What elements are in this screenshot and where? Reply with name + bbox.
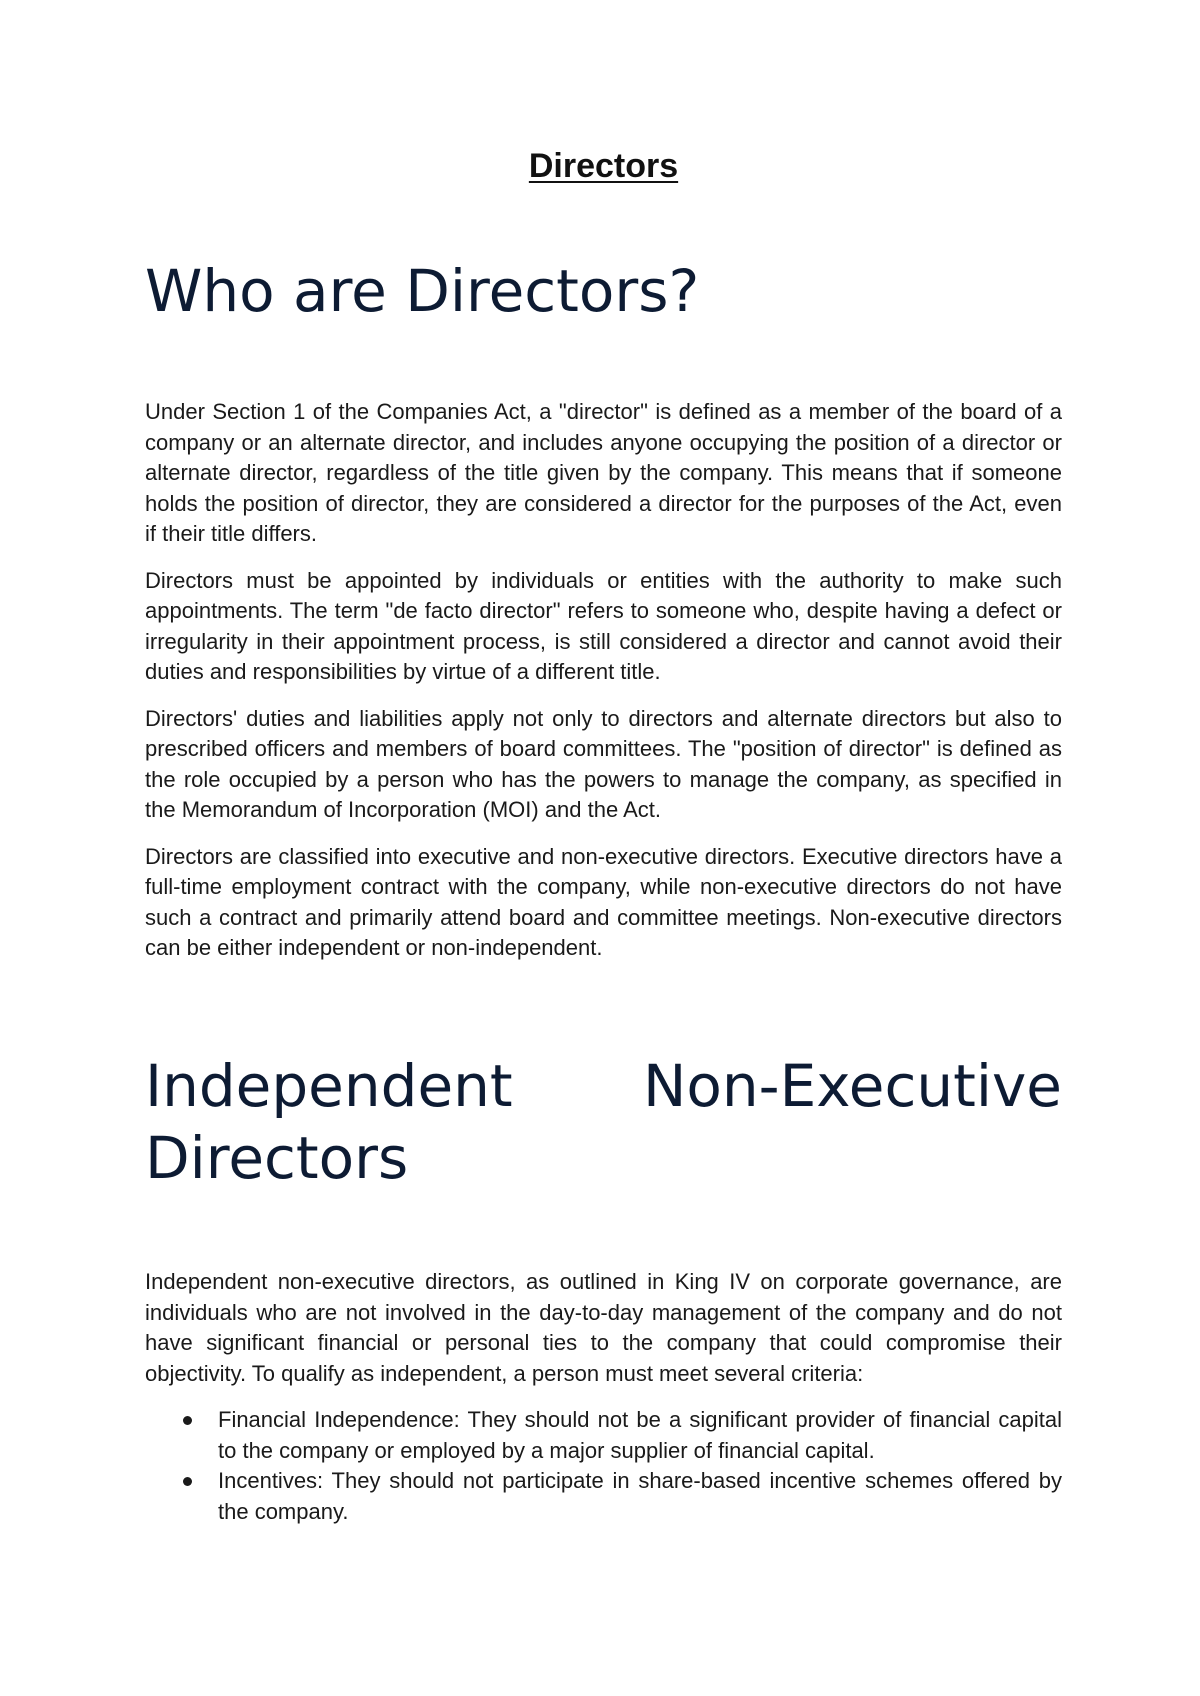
section-heading-who-are-directors: Who are Directors? (145, 257, 700, 325)
list-item-text: Incentives: They should not participate in share-based incentive schemes offered by the company. (218, 1468, 1062, 1524)
section-body-independent-directors (145, 1267, 1062, 1527)
document-page (145, 0, 1062, 1696)
list-item (145, 1466, 1062, 1527)
paragraph: Independent non-executive directors, as outlined in King IV on corporate governance, are individuals who are not involved in the day-to-day management of the company and do not have significant financial or personal ties to the company that could compromise their objectivity. To qualify as independent, a person must meet several criteria: (145, 1269, 1062, 1386)
section-body-who-are-directors (145, 397, 1062, 980)
bullet-icon (183, 1477, 192, 1486)
document-title (145, 146, 1062, 186)
section-heading-independent-non-executive-directors (145, 1050, 1062, 1194)
paragraph: Directors' duties and liabilities apply not only to directors and alternate directors but also to prescribed officers and members of board committees. The "position of director" is defined as the role occupied by a person who has the powers to manage the company, as specified in the Memorandum of Incorporation (MOI) and the Act. (145, 705, 1062, 822)
document-title-text: Directors (528, 147, 679, 185)
bullet-icon (183, 1416, 192, 1425)
heading-word: Independent (145, 1052, 513, 1120)
list-item (145, 1405, 1062, 1466)
heading-word: Non-Executive (643, 1052, 1062, 1120)
paragraph: Directors are classified into executive and non-executive directors. Executive directors have a full-time employment contract with the company, while non-executive directors do not have such a contract and primarily attend board and committee meetings. Non-executive directors can be either independent or non-independent. (145, 843, 1062, 960)
paragraph: Directors must be appointed by individuals or entities with the authority to make such appointments. The term "de facto director" refers to someone who, despite having a defect or irregularity in their appointment process, is still considered a director and cannot avoid their duties and responsibilities by virtue of a different title. (145, 567, 1062, 684)
paragraph: Under Section 1 of the Companies Act, a "director" is defined as a member of the board of a company or an alternate director, and includes anyone occupying the position of a director or alternate director, regardless of the title given by the company. This means that if someone holds the position of director, they are considered a director for the purposes of the Act, even if their title differs. (145, 399, 1062, 546)
criteria-list (145, 1405, 1062, 1527)
heading-line (145, 1050, 1062, 1122)
list-item-text: Financial Independence: They should not be a significant provider of financial capital to the company or employed by a major supplier of financial capital. (218, 1407, 1062, 1463)
heading-word: Directors (145, 1124, 409, 1192)
heading-line (145, 1122, 1062, 1194)
